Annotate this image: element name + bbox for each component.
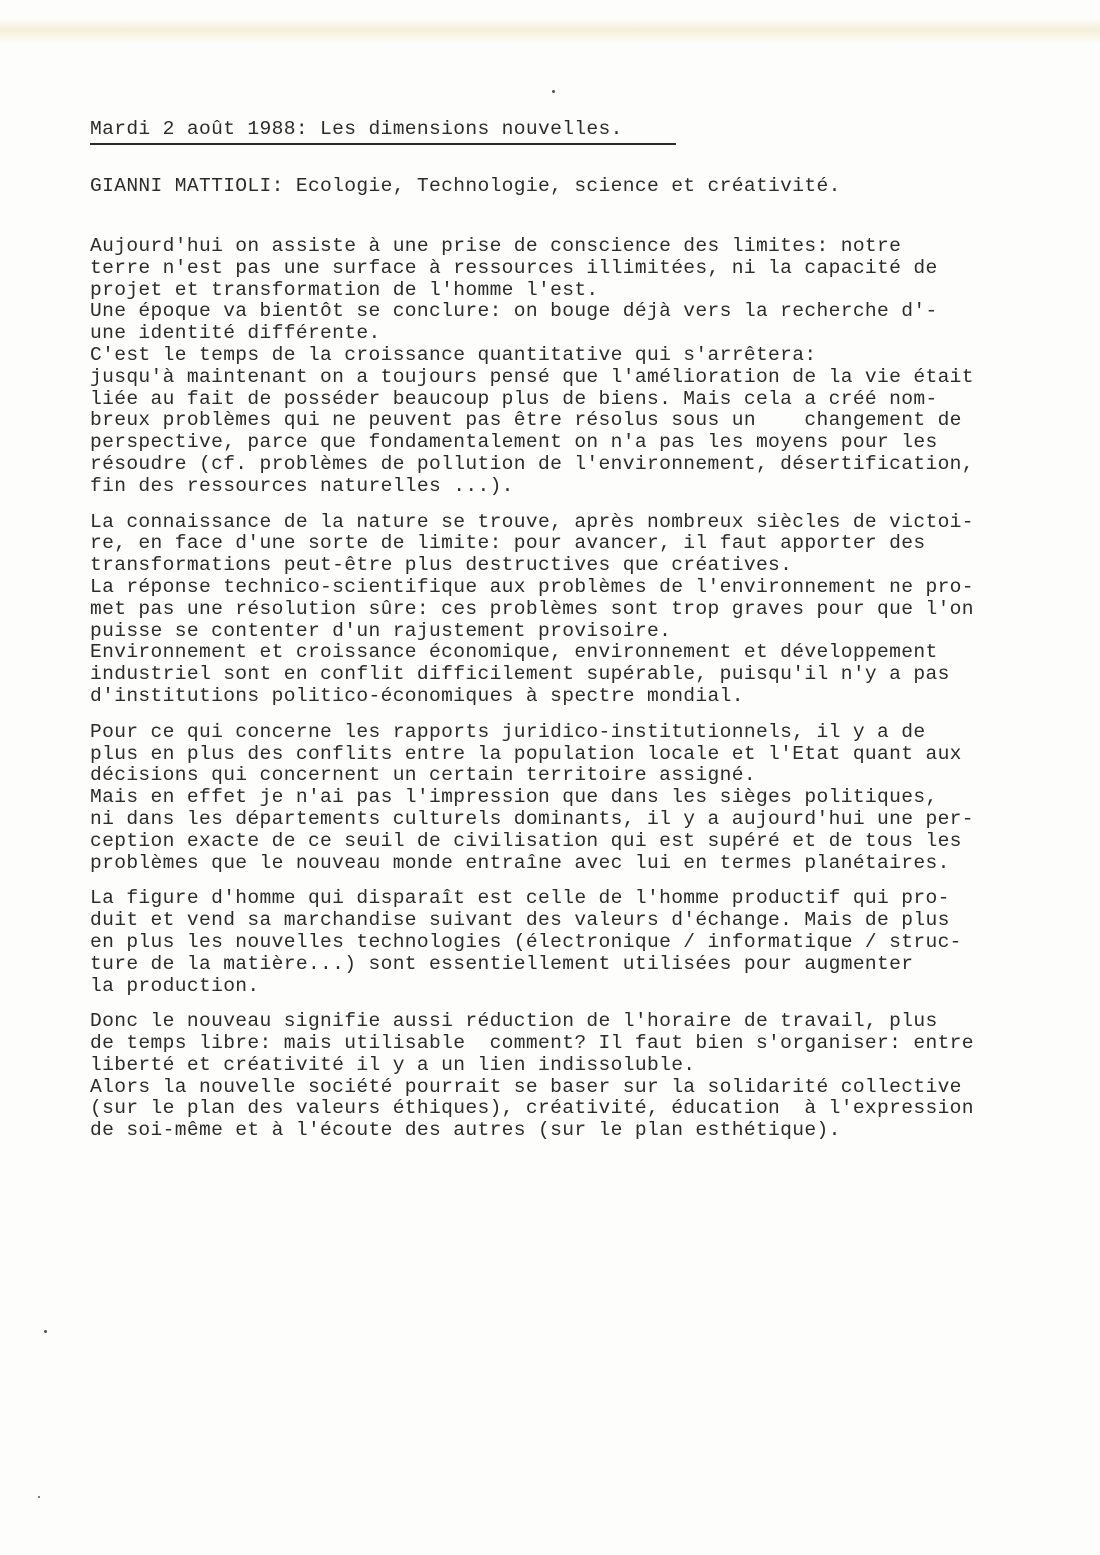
text-line: décisions qui concernent un certain territoire assigné.: [90, 764, 756, 787]
text-line: breux problèmes qui ne peuvent pas être résolus sous un changement de: [90, 409, 962, 432]
text-line: ni dans les départements culturels dominants, il y a aujourd'hui une per-: [90, 807, 974, 830]
text-line: en plus les nouvelles technologies (électronique / informatique / struc-: [90, 930, 962, 953]
text-line: projet et transformation de l'homme l'est.: [90, 278, 599, 301]
text-line: liée au fait de posséder beaucoup plus de biens. Mais cela a créé nom-: [90, 387, 938, 410]
text-line: industriel sont en conflit difficilement supérable, puisqu'il n'y a pas: [90, 663, 950, 686]
paragraph: [90, 236, 1080, 498]
text-line: met pas une résolution sûre: ces problèmes sont trop graves pour que l'on: [90, 597, 974, 620]
text-line: Environnement et croissance économique, environnement et développement: [90, 641, 938, 664]
text-line: terre n'est pas une surface à ressources illimitées, ni la capacité de: [90, 256, 938, 279]
text-line: Aujourd'hui on assiste à une prise de conscience des limites: notre: [90, 235, 902, 257]
text-line: puisse se contenter d'un rajustement provisoire.: [90, 619, 672, 642]
text-line: la production.: [90, 974, 260, 997]
paragraph: [90, 722, 1080, 875]
paper-speck: [552, 90, 555, 93]
text-line: duit et vend sa marchandise suivant des valeurs d'échange. Mais de plus: [90, 909, 950, 932]
text-line: perspective, parce que fondamentalement on n'a pas les moyens pour les: [90, 431, 938, 454]
text-line: une identité différente.: [90, 322, 381, 345]
text-line: La réponse technico-scientifique aux problèmes de l'environnement ne pro-: [90, 575, 974, 598]
text-line: plus en plus des conflits entre la population locale et l'Etat quant aux: [90, 742, 962, 765]
paragraph: [90, 512, 1080, 708]
text-line: jusqu'à maintenant on a toujours pensé que l'amélioration de la vie était: [90, 365, 974, 388]
text-line: de temps libre: mais utilisable comment? Il faut bien s'organiser: entre: [90, 1032, 974, 1055]
paragraph: [90, 1011, 1080, 1142]
text-line: La connaissance de la nature se trouve, après nombreux siècles de victoi-: [90, 510, 974, 533]
text-line: Une époque va bientôt se conclure: on bouge déjà vers la recherche d'-: [90, 300, 938, 323]
text-line: d'institutions politico-économiques à spectre mondial.: [90, 684, 744, 707]
paper-edge-stain: [0, 18, 1100, 44]
text-line: de soi-même et à l'écoute des autres (sur le plan esthétique).: [90, 1119, 841, 1142]
text-line: ture de la matière...) sont essentiellement utilisées pour augmenter: [90, 952, 914, 975]
document-header: [90, 116, 1080, 199]
text-line: transformations peut-être plus destructives que créatives.: [90, 554, 793, 577]
text-line: Mais en effet je n'ai pas l'impression que dans les sièges politiques,: [90, 786, 938, 809]
text-line: résoudre (cf. problèmes de pollution de l'environnement, désertification,: [90, 452, 974, 475]
text-line: C'est le temps de la croissance quantitative qui s'arrêtera:: [90, 343, 817, 366]
text-line: (sur le plan des valeurs éthiques), créativité, éducation à l'expression: [90, 1097, 974, 1120]
text-line: ception exacte de ce seuil de civilisation qui est supéré et de tous les: [90, 829, 962, 852]
document-body: [90, 236, 1080, 1156]
paper-speck: [44, 1330, 47, 1333]
text-line: Donc le nouveau signifie aussi réduction de l'horaire de travail, plus: [90, 1010, 938, 1033]
paper-speck: [38, 1496, 40, 1498]
text-line: re, en face d'une sorte de limite: pour avancer, il faut apporter des: [90, 532, 926, 555]
text-line: fin des ressources naturelles ...).: [90, 474, 514, 497]
document-subtitle: GIANNI MATTIOLI: Ecologie, Technologie, science et créativité.: [90, 175, 841, 197]
text-line: liberté et créativité il y a un lien indissoluble.: [90, 1053, 696, 1076]
paragraph: [90, 888, 1080, 997]
document-title: Mardi 2 août 1988: Les dimensions nouvelles.: [90, 118, 623, 140]
text-line: Pour ce qui concerne les rapports juridico-institutionnels, il y a de: [90, 720, 926, 743]
text-line: La figure d'homme qui disparaît est celle de l'homme productif qui pro-: [90, 887, 950, 910]
text-line: problèmes que le nouveau monde entraîne avec lui en termes planétaires.: [90, 851, 950, 874]
text-line: Alors la nouvelle société pourrait se baser sur la solidarité collective: [90, 1075, 962, 1098]
title-underline: [90, 143, 676, 145]
